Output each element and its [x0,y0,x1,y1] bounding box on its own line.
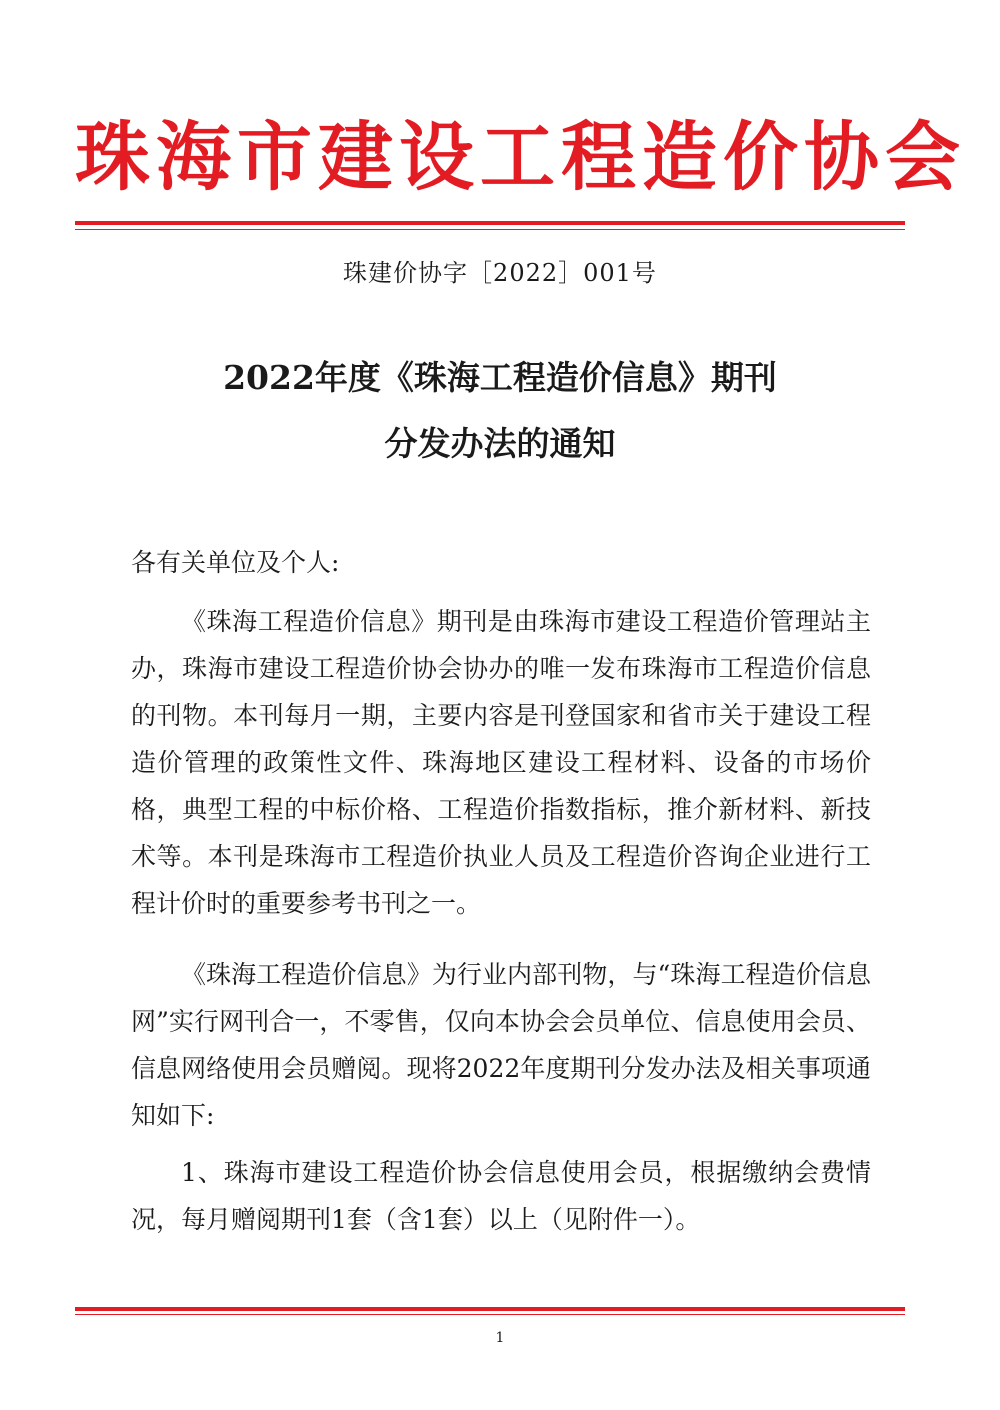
document-title-line-1: 2022年度《珠海工程造价信息》期刊 [223,358,777,397]
document-number: 珠建价协字［2022］001号 [343,259,657,287]
body-paragraph-2: 《珠海工程造价信息》为行业内部刊物，与“珠海工程造价信息网”实行网刊合一，不零售，仅向本协会会员单位、信息使用会员、信息网络使用会员赠阅。现将2022年度期刊分发办法及相关事项通知如下: [131,960,871,1130]
organization-header: 珠海市建设工程造价协会 [75,113,967,201]
header-rule-thin [75,229,905,230]
footer-rule-thick [75,1307,905,1311]
header-rule-thick [75,221,905,225]
footer-rule-thin [75,1314,905,1315]
body-paragraph-3: 1、珠海市建设工程造价协会信息使用会员，根据缴纳会费情况，每月赠阅期刊1套（含1套）以上（见附件一）。 [131,1158,871,1234]
salutation: 各有关单位及个人: [131,548,340,577]
body-paragraph-1: 《珠海工程造价信息》期刊是由珠海市建设工程造价管理站主办，珠海市建设工程造价协会协办的唯一发布珠海市工程造价信息的刊物。本刊每月一期，主要内容是刊登国家和省市关于建设工程造价管理的政策性文件、珠海地区建设工程材料、设备的市场价格，典型工程的中标价格、工程造价指数指标，推介新材料、新技术等。本刊是珠海市工程造价执业人员及工程造价咨询企业进行工程计价时的重要参考书刊之一。 [131,607,871,918]
page-number: 1 [495,1330,505,1346]
document-title-line-2: 分发办法的通知 [384,424,616,463]
